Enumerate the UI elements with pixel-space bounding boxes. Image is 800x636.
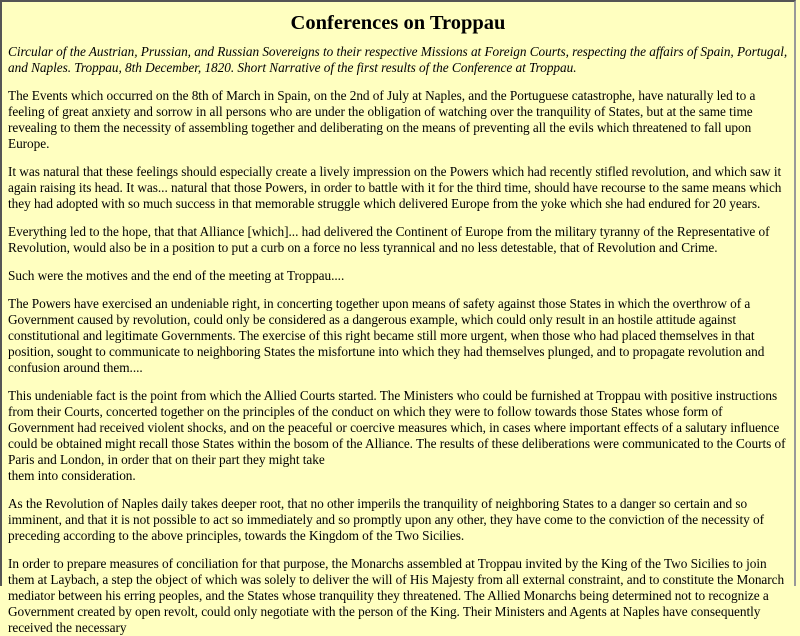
paragraph-7: As the Revolution of Naples daily takes deeper root, that no other imperils the tranquility of neighboring States to a danger so certain and so imminent, and that it is not possible to act so immediately and so promptly upon any other, they have come to the conviction of the necessity of preceding according to the above principles, towards the Kingdom of the Two Sicilies.: [8, 496, 764, 543]
intro-paragraph: Circular of the Austrian, Prussian, and Russian Sovereigns to their respective Missions at Foreign Courts, respecting the affairs of Spain, Portugal, and Naples. Troppau, 8th December, 1820. Short Narrative of the first results of the Conference at Troppau.: [8, 44, 788, 75]
paragraph-3: Everything led to the hope, that that Alliance [which]... had delivered the Continent of Europe from the military tyranny of the Representative of Revolution, would also be in a position to put a curb on a force no less tyrannical and no less detestable, that of Revolution and Crime.: [8, 224, 770, 255]
paragraph-6: This undeniable fact is the point from which the Allied Courts started. The Ministers who could be furnished at Troppau with positive instructions from their Courts, concerted together on the principles of the conduct on which they were to follow towards those States whose form of Government had received violent shocks, and on the peaceful or coercive measures which, in cases where important effects of a salutary influence could be obtained might recall those States within the bosom of the Alliance. The results of these deliberations were communicated to the Courts of Paris and London, in order that on their part they might take them into consideration.: [8, 388, 786, 483]
paragraph-4: Such were the motives and the end of the meeting at Troppau....: [8, 268, 345, 283]
paragraph-2: It was natural that these feelings should especially create a lively impression on the Powers which had recently stifled revolution, and which saw it again raising its head. It was... natural that those Powers, in order to battle with it for the third time, should have recourse to the same means which they had adopted with so much success in that memorable struggle which delivered Europe from the yoke which she had endured for 20 years.: [8, 164, 782, 211]
paragraph-8: In order to prepare measures of conciliation for that purpose, the Monarchs assembled at Troppau invited by the King of the Two Sicilies to join them at Laybach, a step the object of which was solely to deliver the will of His Majesty from all external constraint, and to constitute the Monarch mediator between his erring peoples, and the States whose tranquility they threatened. The Allied Monarchs being determined not to recognize a Government created by open revolt, could only negotiate with the person of the King. Their Ministers and Agents at Naples have consequently received the necessary: [8, 556, 785, 635]
document-body: [8, 10, 788, 636]
paragraph-1: The Events which occurred on the 8th of March in Spain, on the 2nd of July at Naples, and the Portuguese catastrophe, have naturally led to a feeling of great anxiety and sorrow in all persons who are under the obligation of watching over the tranquility of States, but at the same time revealing to them the necessity of assembling together and deliberating on the means of preventing all the evils which threatened to fall upon Europe.: [8, 88, 756, 151]
page-title: Conferences on Troppau: [290, 12, 506, 34]
paragraph-5: The Powers have exercised an undeniable right, in concerting together upon means of safety against those States in which the overthrow of a Government caused by revolution, could only be considered as a dangerous example, which could only result in an hostile attitude against constitutional and legitimate Governments. The exercise of this right became still more urgent, when those who had placed themselves in that position, sought to communicate to neighboring States the misfortune into which they had themselves plunged, and to propagate revolution and confusion around them....: [8, 296, 765, 375]
